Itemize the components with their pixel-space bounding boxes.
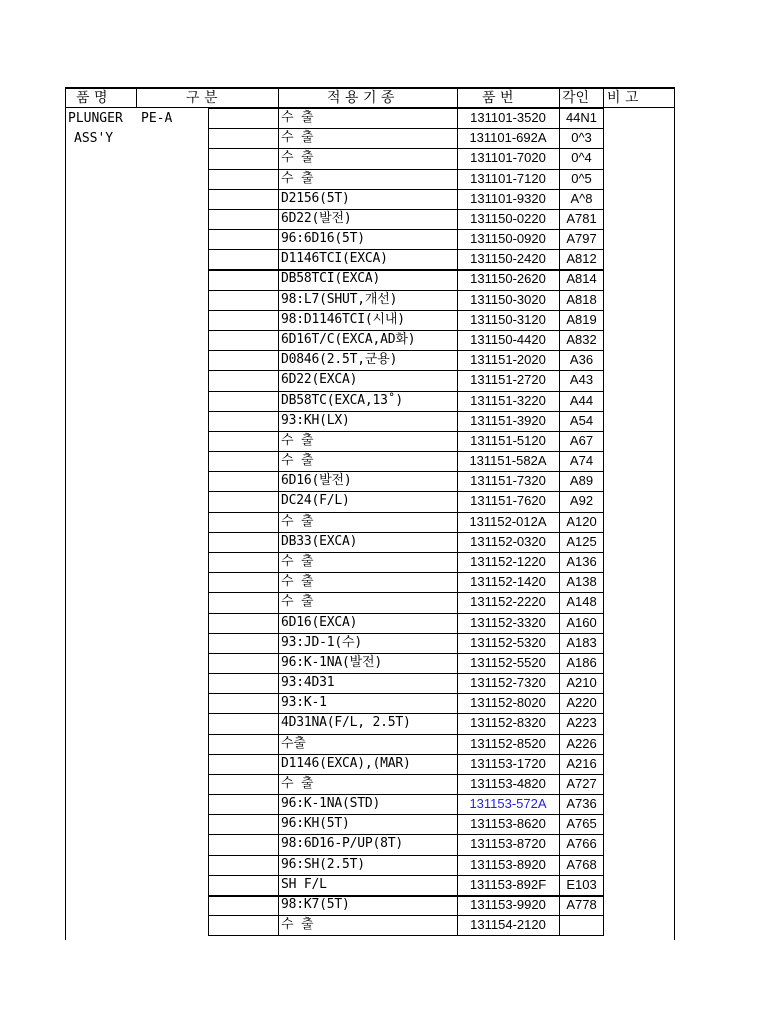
row-stamp-mark: A818 xyxy=(566,291,597,307)
grid-row-line xyxy=(208,189,603,190)
header-product-name: 품 명 xyxy=(76,90,108,106)
row-applicable-model: 수 출 xyxy=(281,574,314,590)
row-applicable-model: D0846(2.5T,군용) xyxy=(281,352,398,368)
grid-row-line xyxy=(208,592,603,593)
grid-row-line xyxy=(208,108,603,109)
row-applicable-model: 수 출 xyxy=(281,150,314,166)
row-stamp-mark: A92 xyxy=(569,493,594,509)
row-applicable-model: 96:K-1NA(STD) xyxy=(281,796,381,812)
grid-row-line xyxy=(208,370,603,371)
row-applicable-model: 수 출 xyxy=(281,553,314,569)
row-part-number: 131153-8920 xyxy=(470,856,546,872)
grid-row-line xyxy=(208,290,603,291)
row-part-number: 131152-0320 xyxy=(470,533,546,549)
row-applicable-model: 수 출 xyxy=(281,594,314,610)
grid-row-line xyxy=(208,310,603,311)
row-stamp-mark xyxy=(560,915,603,935)
row-part-number: 131153-572A xyxy=(469,796,547,812)
grid-row-line xyxy=(208,229,603,230)
row-part-number: 131153-1720 xyxy=(470,755,546,771)
grid-vline xyxy=(208,108,209,936)
row-part-number: 131151-2020 xyxy=(470,352,546,368)
grid-row-line xyxy=(208,209,603,210)
row-part-number: 131153-8720 xyxy=(470,836,546,852)
grid-row-line xyxy=(208,572,603,573)
row-part-number: 131151-582A xyxy=(469,453,547,469)
row-applicable-model: 수 출 xyxy=(281,917,314,933)
row-stamp-mark: A136 xyxy=(566,553,597,569)
grid-vline xyxy=(603,87,604,936)
row-stamp-mark: E103 xyxy=(566,876,597,892)
grid-row-line xyxy=(208,269,603,271)
row-applicable-model: 98:L7(SHUT,개선) xyxy=(281,291,398,307)
row-applicable-model: D1146TCI(EXCA) xyxy=(281,251,388,267)
item-category: PE-A xyxy=(141,111,173,126)
row-applicable-model: 수 출 xyxy=(281,513,314,529)
row-part-number: 131152-1220 xyxy=(470,553,546,569)
row-part-number: 131153-4820 xyxy=(470,775,546,791)
row-part-number: 131153-8620 xyxy=(470,816,546,832)
row-stamp-mark: A814 xyxy=(566,271,597,287)
row-part-number: 131150-0920 xyxy=(470,231,546,247)
row-applicable-model: DB58TCI(EXCA) xyxy=(281,271,381,287)
row-stamp-mark: A43 xyxy=(569,372,594,388)
row-applicable-model: 93:K-1 xyxy=(281,695,327,711)
row-applicable-model: 4D31NA(F/L, 2.5T) xyxy=(281,715,411,731)
row-part-number: 131152-3320 xyxy=(470,614,546,630)
row-stamp-mark: A36 xyxy=(569,352,594,368)
row-stamp-mark: 0^3 xyxy=(571,130,592,146)
row-stamp-mark: A768 xyxy=(566,856,597,872)
row-stamp-mark: A797 xyxy=(566,231,597,247)
row-part-number: 131150-2620 xyxy=(470,271,546,287)
grid-row-line xyxy=(208,915,603,916)
grid-row-line xyxy=(208,734,603,735)
row-stamp-mark: A67 xyxy=(569,432,594,448)
row-stamp-mark: A183 xyxy=(566,634,597,650)
row-part-number: 131151-3920 xyxy=(470,412,546,428)
grid-row-line xyxy=(208,169,603,170)
row-stamp-mark: A727 xyxy=(566,775,597,791)
grid-vline-right xyxy=(674,87,675,940)
row-stamp-mark: A44 xyxy=(569,392,594,408)
row-part-number: 131150-3020 xyxy=(470,291,546,307)
row-applicable-model: 98:D1146TCI(시내) xyxy=(281,311,405,327)
grid-row-line xyxy=(208,552,603,553)
grid-row-line xyxy=(208,814,603,815)
grid-row-line xyxy=(208,653,603,654)
grid-row-line xyxy=(208,471,603,472)
row-applicable-model: 수 출 xyxy=(281,110,314,125)
row-stamp-mark: A54 xyxy=(569,412,594,428)
row-part-number: 131150-4420 xyxy=(470,331,546,347)
row-part-number: 131101-9320 xyxy=(470,190,546,206)
row-applicable-model: 6D16T/C(EXCA,AD화) xyxy=(281,331,416,347)
row-part-number: 131150-0220 xyxy=(470,210,546,226)
row-part-number: 131101-7120 xyxy=(470,170,546,186)
grid-row-line xyxy=(208,451,603,452)
row-part-number: 131153-892F xyxy=(469,876,547,892)
row-applicable-model: 수출 xyxy=(281,735,306,751)
row-stamp-mark: 44N1 xyxy=(565,110,598,125)
grid-row-line xyxy=(208,855,603,856)
grid-row-line xyxy=(208,249,603,250)
row-part-number: 131152-5320 xyxy=(470,634,546,650)
row-stamp-mark: A765 xyxy=(566,816,597,832)
row-applicable-model: 93:KH(LX) xyxy=(281,412,350,428)
row-stamp-mark: 0^5 xyxy=(571,170,592,186)
row-part-number: 131153-9920 xyxy=(470,897,546,913)
grid-row-line xyxy=(208,512,603,513)
row-applicable-model: 96:SH(2.5T) xyxy=(281,856,365,872)
row-stamp-mark: A74 xyxy=(569,453,594,469)
row-stamp-mark: A781 xyxy=(566,210,597,226)
row-applicable-model: 수 출 xyxy=(281,775,314,791)
row-part-number: 131152-8020 xyxy=(470,695,546,711)
row-applicable-model: 6D22(EXCA) xyxy=(281,372,358,388)
item-name-line2: ASS'Y xyxy=(74,131,114,146)
header-category: 구 분 xyxy=(186,90,218,106)
row-stamp-mark: A216 xyxy=(566,755,597,771)
row-applicable-model: 수 출 xyxy=(281,130,314,146)
row-applicable-model: 98:K7(5T) xyxy=(281,897,350,913)
row-stamp-mark: A819 xyxy=(566,311,597,327)
row-stamp-mark: A226 xyxy=(566,735,597,751)
row-part-number: 131151-7620 xyxy=(470,493,546,509)
header-top-border xyxy=(65,87,675,89)
row-stamp-mark: A210 xyxy=(566,675,597,691)
grid-row-line xyxy=(208,391,603,392)
item-name-line1: PLUNGER xyxy=(68,111,123,126)
row-part-number: 131152-1420 xyxy=(470,574,546,590)
grid-row-line xyxy=(208,713,603,714)
row-applicable-model: 93:4D31 xyxy=(281,675,335,691)
row-applicable-model: 수 출 xyxy=(281,432,314,448)
row-applicable-model: 6D16(발전) xyxy=(281,473,352,489)
row-stamp-mark: A160 xyxy=(566,614,597,630)
row-part-number: 131150-3120 xyxy=(470,311,546,327)
row-applicable-model: 93:JD-1(수) xyxy=(281,634,362,650)
row-applicable-model: D1146(EXCA),(MAR) xyxy=(281,755,411,771)
row-part-number: 131101-692A xyxy=(469,130,547,146)
grid-row-line xyxy=(208,834,603,835)
row-part-number: 131152-012A xyxy=(469,513,547,529)
grid-row-line xyxy=(208,693,603,694)
grid-row-line xyxy=(208,935,603,936)
grid-vline xyxy=(136,87,137,108)
row-part-number: 131150-2420 xyxy=(470,251,546,267)
row-part-number: 131101-3520 xyxy=(470,110,546,125)
row-applicable-model: 98:6D16-P/UP(8T) xyxy=(281,836,404,852)
row-applicable-model: DB33(EXCA) xyxy=(281,533,358,549)
grid-row-line xyxy=(208,774,603,775)
grid-row-line xyxy=(208,491,603,492)
row-applicable-model: DB58TC(EXCA,13˚) xyxy=(281,392,404,408)
row-stamp-mark: A148 xyxy=(566,594,597,610)
row-applicable-model: DC24(F/L) xyxy=(281,493,350,509)
row-part-number: 131101-7020 xyxy=(470,150,546,166)
row-applicable-model: 96:KH(5T) xyxy=(281,816,350,832)
grid-row-line xyxy=(208,128,603,129)
row-stamp-mark: A138 xyxy=(566,574,597,590)
row-part-number: 131152-8320 xyxy=(470,715,546,731)
header-stamp-mark: 각인 xyxy=(562,90,590,106)
grid-row-line xyxy=(208,411,603,412)
row-applicable-model: D2156(5T) xyxy=(281,190,350,206)
row-stamp-mark: A223 xyxy=(566,715,597,731)
grid-row-line xyxy=(208,673,603,674)
grid-row-line xyxy=(208,330,603,331)
grid-row-line xyxy=(208,532,603,533)
grid-row-line xyxy=(208,754,603,755)
row-part-number: 131154-2120 xyxy=(470,917,546,933)
row-stamp-mark: A832 xyxy=(566,331,597,347)
grid-row-line xyxy=(208,633,603,634)
row-part-number: 131152-7320 xyxy=(470,675,546,691)
row-stamp-mark: A736 xyxy=(566,796,597,812)
row-stamp-mark: 0^4 xyxy=(571,150,592,166)
row-stamp-mark: A120 xyxy=(566,513,597,529)
header-applicable-model: 적 용 기 종 xyxy=(327,90,395,106)
grid-row-line xyxy=(208,431,603,432)
row-stamp-mark: A186 xyxy=(566,654,597,670)
row-part-number: 131151-7320 xyxy=(470,473,546,489)
row-stamp-mark: A89 xyxy=(569,473,594,489)
grid-row-line xyxy=(208,613,603,614)
grid-row-line xyxy=(208,875,603,876)
row-stamp-mark: A778 xyxy=(566,897,597,913)
row-part-number: 131152-8520 xyxy=(470,735,546,751)
header-remarks: 비 고 xyxy=(607,90,639,106)
grid-row-line xyxy=(208,794,603,795)
grid-row-line xyxy=(208,895,603,897)
row-stamp-mark: A766 xyxy=(566,836,597,852)
row-part-number: 131152-5520 xyxy=(470,654,546,670)
row-stamp-mark: A220 xyxy=(566,695,597,711)
row-stamp-mark: A812 xyxy=(566,251,597,267)
row-part-number: 131151-2720 xyxy=(470,372,546,388)
row-applicable-model: 6D22(발전) xyxy=(281,210,352,226)
row-applicable-model: 6D16(EXCA) xyxy=(281,614,358,630)
row-applicable-model: 수 출 xyxy=(281,170,314,186)
header-part-number: 품 번 xyxy=(482,90,514,106)
row-part-number: 131152-2220 xyxy=(470,594,546,610)
row-applicable-model: 96:K-1NA(발전) xyxy=(281,654,382,670)
row-part-number: 131151-5120 xyxy=(470,432,546,448)
grid-vline-left xyxy=(65,87,66,940)
row-part-number: 131151-3220 xyxy=(470,392,546,408)
row-applicable-model: 수 출 xyxy=(281,453,314,469)
row-applicable-model: SH F/L xyxy=(281,876,327,892)
row-stamp-mark: A125 xyxy=(566,533,597,549)
grid-row-line xyxy=(208,350,603,351)
grid-row-line xyxy=(208,148,603,149)
row-applicable-model: 96:6D16(5T) xyxy=(281,231,365,247)
row-stamp-mark: A^8 xyxy=(570,190,593,206)
